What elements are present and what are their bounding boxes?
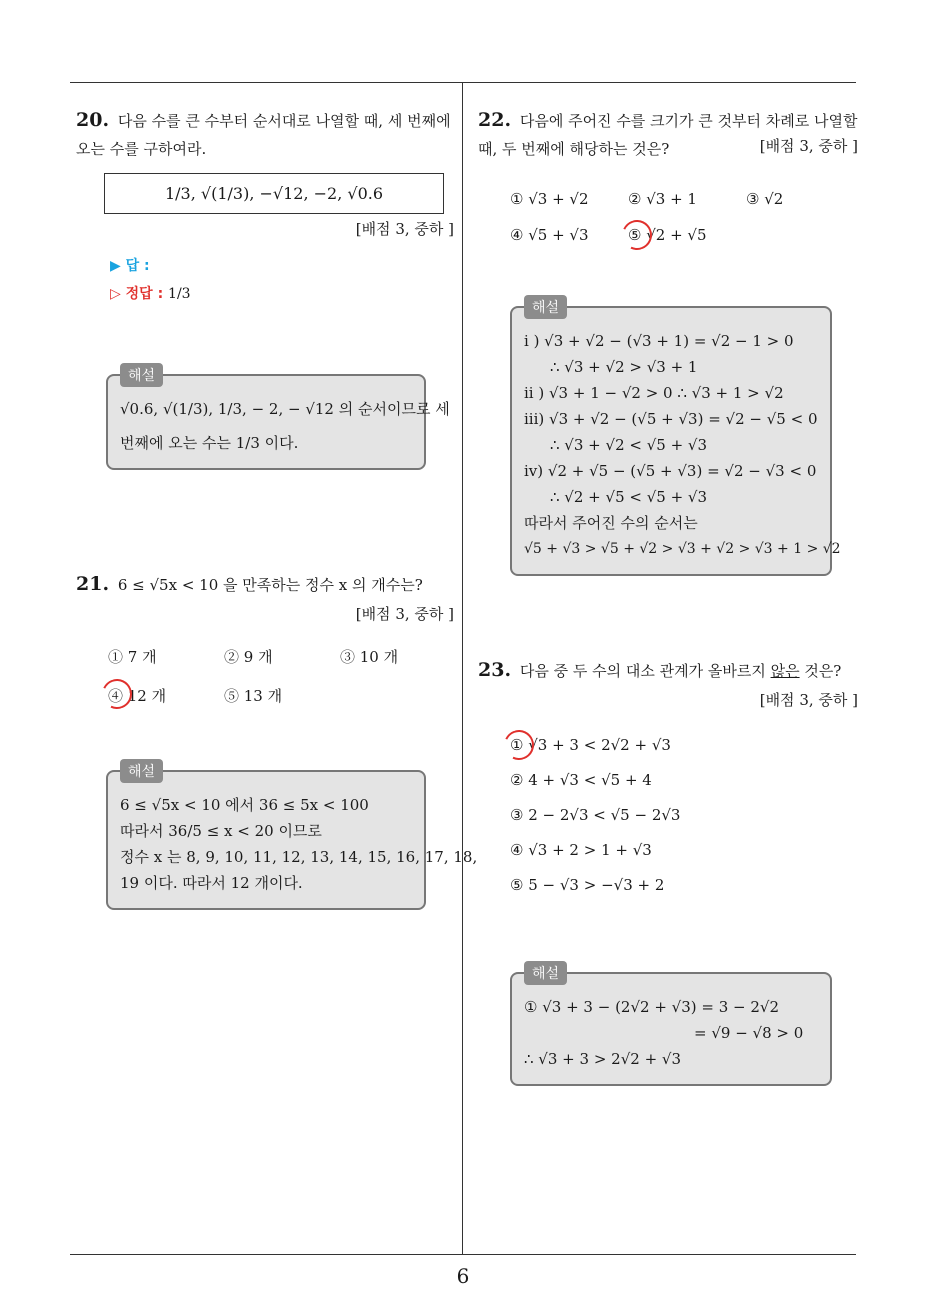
choice-list	[510, 190, 858, 244]
solution-tag: 해설	[120, 363, 163, 387]
score-label: [배점 3, 중하 ]	[355, 220, 454, 238]
solution-line: = √9 − √8 > 0	[694, 1024, 804, 1042]
question-text-pre: 다음 중 두 수의 대소 관계가 올바르지	[519, 662, 771, 680]
solution-20	[106, 368, 450, 470]
solution-tag: 해설	[524, 961, 567, 985]
question-text: 다음에 주어진 수를 크기가 큰 것부터 차례로 나열할 때, 두 번째에 해당하는 것은?	[478, 112, 858, 158]
choice-2[interactable]: ② 9 개	[224, 648, 273, 666]
solution-line: 정수 x 는 8, 9, 10, 11, 12, 13, 14, 15, 16, 17, 18,	[120, 848, 478, 866]
solution-line: √0.6, √(1/3), 1/3, − 2, − √12 의 순서이므로 세	[120, 400, 450, 418]
question-text-post: 것은?	[799, 662, 842, 680]
score-label: [배점 3, 중하 ]	[355, 605, 454, 623]
question-23	[478, 656, 858, 911]
choice-3[interactable]: ③ 10 개	[340, 648, 399, 666]
solution-line: iii) √3 + √2 − (√5 + √3) = √2 − √5 < 0	[524, 410, 818, 428]
question-text: 다음 수를 큰 수부터 순서대로 나열할 때, 세 번째에 오는 수를 구하여라.	[76, 112, 451, 158]
solution-line: 19 이다. 따라서 12 개이다.	[120, 874, 303, 892]
top-rule	[70, 82, 856, 83]
score-label: [배점 3, 중하 ]	[759, 137, 858, 155]
choice-5[interactable]: ⑤ 5 − √3 > −√3 + 2	[510, 876, 665, 894]
choice-4[interactable]	[108, 685, 224, 706]
choice-3[interactable]: ③ 2 − 2√3 < √5 − 2√3	[510, 806, 681, 824]
question-20	[76, 106, 454, 303]
choice-1[interactable]: ① 7 개	[108, 648, 157, 666]
question-text-underlined: 않은	[770, 662, 800, 680]
number-list-box: 1/3, √(1/3), −√12, −2, √0.6	[104, 173, 444, 214]
question-number: 22.	[478, 109, 512, 131]
choice-4-label: ④ 12 개	[108, 687, 167, 705]
solution-line: ① √3 + 3 − (2√2 + √3) = 3 − 2√2	[524, 998, 780, 1016]
solution-21	[106, 764, 478, 910]
solution-23	[510, 966, 832, 1086]
choice-5[interactable]: ⑤ 13 개	[224, 687, 283, 705]
score-label: [배점 3, 중하 ]	[759, 691, 858, 709]
choice-2[interactable]: ② √3 + 1	[628, 190, 697, 208]
solution-line: 따라서 36/5 ≤ x < 20 이므로	[120, 822, 322, 840]
solution-line: ii ) √3 + 1 − √2 > 0 ∴ √3 + 1 > √2	[524, 384, 784, 402]
question-number: 21.	[76, 573, 110, 595]
page-number: 6	[456, 1264, 470, 1288]
choice-4[interactable]: ④ √5 + √3	[510, 226, 589, 244]
choice-5-label: ⑤ √2 + √5	[628, 226, 707, 244]
correct-answer	[110, 283, 454, 303]
solution-line: ∴ √3 + √2 > √3 + 1	[550, 358, 698, 376]
choice-2[interactable]: ② 4 + √3 < √5 + 4	[510, 771, 652, 789]
question-number: 23.	[478, 659, 512, 681]
solution-line: ∴ √2 + √5 < √5 + √3	[550, 488, 708, 506]
answer-field[interactable]: ▶ 답 :	[110, 258, 150, 274]
solution-line: iv) √2 + √5 − (√5 + √3) = √2 − √3 < 0	[524, 462, 817, 480]
correct-answer-value: 1/3	[168, 286, 191, 302]
answer-circle-icon	[500, 726, 538, 764]
solution-22	[510, 300, 841, 576]
answer-circle-icon	[98, 675, 136, 713]
solution-line: ∴ √3 + √2 < √5 + √3	[550, 436, 708, 454]
question-number: 20.	[76, 109, 110, 131]
choice-1[interactable]	[510, 736, 858, 754]
solution-line: i ) √3 + √2 − (√3 + 1) = √2 − 1 > 0	[524, 332, 794, 350]
solution-tag: 해설	[524, 295, 567, 319]
solution-tag: 해설	[120, 759, 163, 783]
choice-1[interactable]: ① √3 + √2	[510, 190, 589, 208]
question-text: 6 ≤ √5x < 10 을 만족하는 정수 x 의 개수는?	[117, 576, 423, 594]
choice-list	[510, 736, 858, 894]
solution-line: 번째에 오는 수는 1/3 이다.	[120, 434, 299, 452]
solution-line: √5 + √3 > √5 + √2 > √3 + √2 > √3 + 1 > √2	[524, 541, 841, 557]
choice-1-label: ① √3 + 3 < 2√2 + √3	[510, 736, 671, 754]
column-divider	[462, 82, 463, 1254]
correct-answer-label: ▷ 정답 :	[110, 286, 164, 302]
answer-circle-icon	[618, 216, 656, 254]
question-22	[478, 106, 858, 244]
choice-5[interactable]	[628, 226, 746, 244]
bottom-rule	[70, 1254, 856, 1255]
choice-3[interactable]: ③ √2	[746, 190, 784, 208]
choice-list	[108, 646, 454, 706]
choice-4[interactable]: ④ √3 + 2 > 1 + √3	[510, 841, 652, 859]
question-21	[76, 570, 454, 706]
solution-line: 따라서 주어진 수의 순서는	[524, 514, 698, 532]
solution-line: 6 ≤ √5x < 10 에서 36 ≤ 5x < 100	[120, 796, 369, 814]
solution-line: ∴ √3 + 3 > 2√2 + √3	[524, 1050, 682, 1068]
